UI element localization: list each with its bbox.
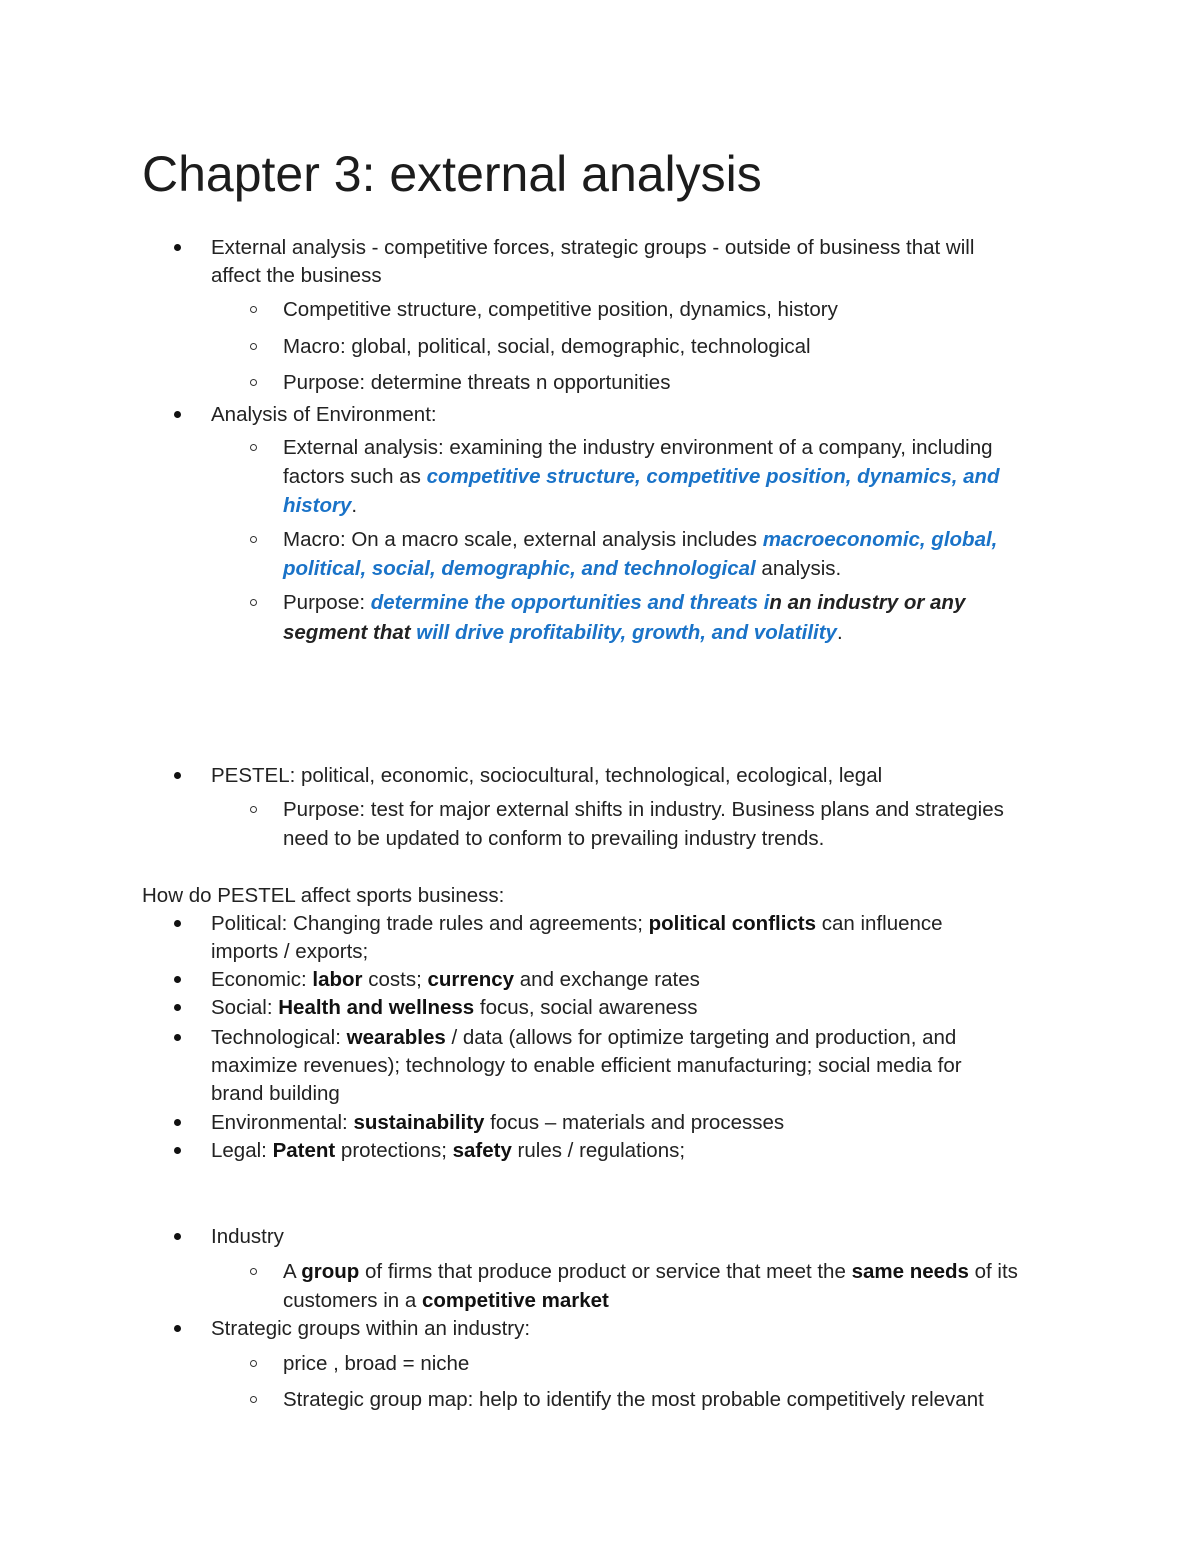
hollow-bullet-icon — [250, 444, 257, 451]
bold-text: wearables — [346, 1026, 446, 1049]
list-item-continuation: affect the business — [211, 264, 382, 287]
text-run: of its — [968, 1260, 1018, 1283]
text-run: / data (allows for optimize targeting and production, and — [445, 1026, 957, 1049]
text-run: analysis. — [755, 557, 842, 580]
hollow-bullet-icon — [250, 343, 257, 350]
list-item-continuation: maximize revenues); technology to enable efficient manufacturing; social media for — [211, 1054, 962, 1077]
bold-text: Health and wellness — [278, 996, 475, 1019]
hollow-bullet-icon — [250, 1360, 257, 1367]
list-item — [211, 1023, 956, 1052]
text-run: can influence — [816, 912, 943, 935]
highlight-text: political, social, demographic, and technological — [283, 557, 756, 580]
sub-list-item: Competitive structure, competitive position, dynamics, history — [283, 298, 838, 321]
hollow-bullet-icon — [250, 536, 257, 543]
bold-text: group — [301, 1260, 360, 1283]
sub-list-item-continuation — [283, 462, 1000, 491]
sub-list-item-continuation — [283, 491, 357, 520]
text-run: customers in a — [283, 1289, 422, 1312]
list-item — [211, 909, 943, 938]
sub-list-item-continuation — [283, 618, 843, 647]
sub-list-item: Purpose: test for major external shifts in industry. Business plans and strategies — [283, 798, 1004, 821]
sub-list-item — [283, 588, 965, 617]
sub-list-item-continuation: need to be updated to conform to prevailing industry trends. — [283, 827, 825, 850]
bullet-icon — [174, 1325, 181, 1332]
highlight-text: will drive profitability, growth, and volatility — [416, 621, 837, 644]
highlight-text: history — [283, 494, 352, 517]
bold-text: labor — [312, 968, 363, 991]
list-item: PESTEL: political, economic, sociocultural, technological, ecological, legal — [211, 764, 883, 787]
list-item — [211, 1136, 685, 1165]
list-item-continuation: imports / exports; — [211, 940, 369, 963]
text-run: Purpose: — [283, 591, 371, 614]
text-run: . — [836, 621, 843, 644]
bullet-icon — [174, 1004, 181, 1011]
bold-text: sustainability — [353, 1111, 485, 1134]
hollow-bullet-icon — [250, 1268, 257, 1275]
highlight-text: determine the opportunities and threats i — [370, 591, 770, 614]
hollow-bullet-icon — [250, 806, 257, 813]
bold-text: Patent — [272, 1139, 336, 1162]
bullet-icon — [174, 1233, 181, 1240]
text-run: factors such as — [283, 465, 427, 488]
list-item — [211, 993, 698, 1022]
text-run: focus, social awareness — [474, 996, 698, 1019]
bullet-icon — [174, 772, 181, 779]
page-title: Chapter 3: external analysis — [142, 146, 762, 202]
hollow-bullet-icon — [250, 599, 257, 606]
bullet-icon — [174, 1034, 181, 1041]
section-heading: How do PESTEL affect sports business: — [142, 884, 505, 907]
hollow-bullet-icon — [250, 1396, 257, 1403]
sub-list-item: Strategic group map: help to identify the most probable competitively relevant — [283, 1388, 984, 1411]
text-run: rules / regulations; — [511, 1139, 686, 1162]
bullet-icon — [174, 1147, 181, 1154]
sub-list-item: Macro: global, political, social, demographic, technological — [283, 335, 811, 358]
text-run: Political: Changing trade rules and agreements; — [211, 912, 649, 935]
list-item: External analysis - competitive forces, strategic groups - outside of business that will — [211, 236, 975, 259]
text-run: Environmental: — [211, 1111, 354, 1134]
sub-list-item — [283, 1257, 1018, 1286]
text-run: costs; — [362, 968, 428, 991]
bullet-icon — [174, 1119, 181, 1126]
bullet-icon — [174, 244, 181, 251]
bullet-icon — [174, 976, 181, 983]
bold-text: safety — [452, 1139, 512, 1162]
list-item-continuation: brand building — [211, 1082, 340, 1105]
text-run: Macro: On a macro scale, external analysis includes — [283, 528, 763, 551]
text-run: Economic: — [211, 968, 313, 991]
hollow-bullet-icon — [250, 379, 257, 386]
highlight-text: competitive structure, competitive position, dynamics, and — [426, 465, 1000, 488]
bold-text: political conflicts — [648, 912, 817, 935]
text-run: of firms that produce product or service that meet the — [359, 1260, 852, 1283]
text-run: protections; — [335, 1139, 453, 1162]
text-run: Legal: — [211, 1139, 273, 1162]
sub-list-item: Purpose: determine threats n opportunities — [283, 371, 671, 394]
bold-text: competitive market — [422, 1289, 609, 1312]
text-run: External analysis: examining the industry environment of a company, including — [283, 436, 993, 459]
highlight-text: macroeconomic, global, — [762, 528, 998, 551]
sub-list-item — [283, 525, 997, 554]
text-run: focus – materials and processes — [484, 1111, 785, 1134]
bullet-icon — [174, 411, 181, 418]
bold-italic-text: n an industry or any — [769, 591, 966, 614]
hollow-bullet-icon — [250, 306, 257, 313]
text-run: and exchange rates — [514, 968, 700, 991]
text-run: Technological: — [211, 1026, 347, 1049]
bullet-icon — [174, 920, 181, 927]
list-item: Analysis of Environment: — [211, 403, 437, 426]
list-item: Industry — [211, 1225, 284, 1248]
bold-text: same needs — [851, 1260, 969, 1283]
list-item: Strategic groups within an industry: — [211, 1317, 531, 1340]
sub-list-item-continuation — [283, 554, 841, 583]
list-item — [211, 965, 700, 994]
text-run: A — [283, 1260, 302, 1283]
bold-italic-text: segment that — [283, 621, 417, 644]
sub-list-item — [283, 433, 993, 462]
list-item — [211, 1108, 784, 1137]
bold-text: currency — [427, 968, 515, 991]
text-run: Social: — [211, 996, 279, 1019]
text-run: . — [351, 494, 358, 517]
sub-list-item: price , broad = niche — [283, 1352, 470, 1375]
sub-list-item-continuation — [283, 1286, 609, 1315]
